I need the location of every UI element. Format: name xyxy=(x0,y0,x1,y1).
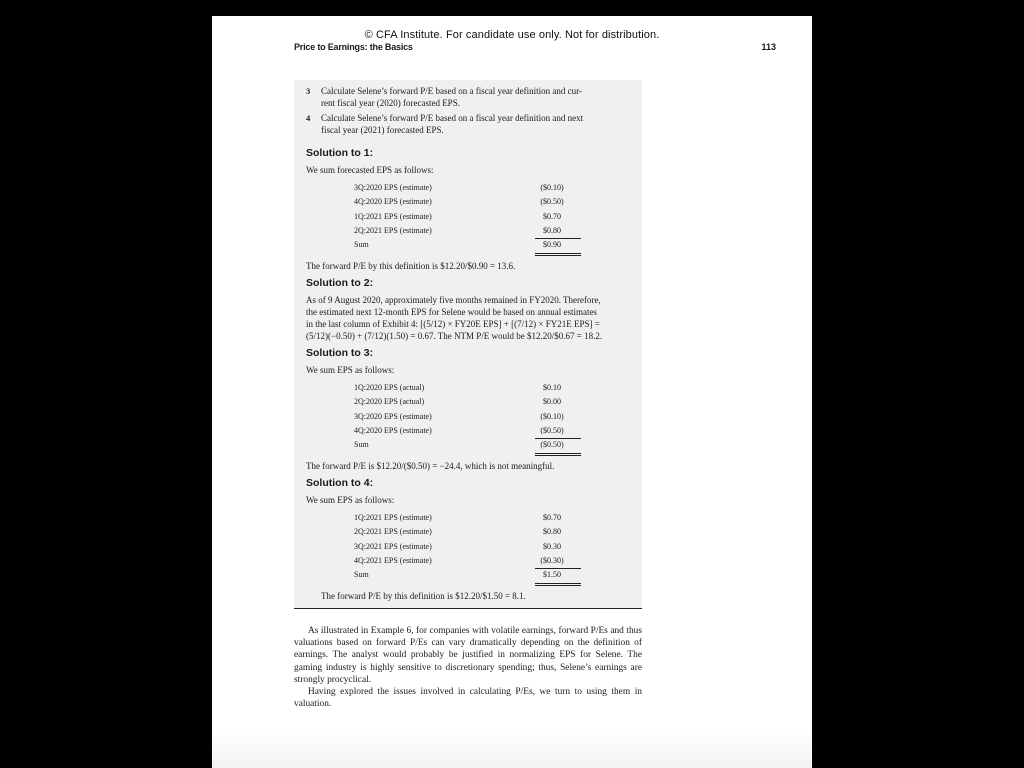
total-double-rule xyxy=(535,453,581,456)
body-paragraph-1: As illustrated in Example 6, for companies with volatile earnings, forward P/Es and thus valuations based on forward P/Es can vary dramatically depending on the definition of earnings. The analyst would probably be justified in normalizing EPS for Selene. The gaming industry is highly sensitive to discretionary spending; thus, Selene’s earnings are strongly procyclical. xyxy=(294,626,642,685)
copyright-notice: © CFA Institute. For candidate use only. Not for distribution. xyxy=(364,29,660,41)
body-text xyxy=(294,625,642,710)
page-bottom-shade xyxy=(212,728,812,768)
example-box-bottom-rule xyxy=(294,608,642,609)
solution-4-heading: Solution to 4: xyxy=(306,477,374,489)
sum-rule xyxy=(535,438,581,439)
solution-1-heading: Solution to 1: xyxy=(306,147,374,159)
solution-2-line-3: in the last column of Exhibit 4: [(5/12) × FY20E EPS] + [(7/12) × FY21E EPS] = xyxy=(306,319,600,329)
table-row: 4Q:2020 EPS (estimate) ($0.50) xyxy=(354,425,564,435)
table-row: 4Q:2021 EPS (estimate) ($0.30) xyxy=(354,555,564,565)
solution-3-intro: We sum EPS as follows: xyxy=(306,365,395,375)
total-double-rule xyxy=(535,583,581,586)
solution-2-line-2: the estimated next 12-month EPS for Selene would be based on annual estimates xyxy=(306,307,597,317)
table-row-sum: Sum $1.50 xyxy=(354,570,561,580)
table-row-sum: Sum ($0.50) xyxy=(354,440,564,450)
solution-3-conclusion: The forward P/E is $12.20/($0.50) = −24.4, which is not meaningful. xyxy=(306,461,555,471)
solution-4-conclusion: The forward P/E by this definition is $12.20/$1.50 = 8.1. xyxy=(321,591,526,601)
table-row: 2Q:2020 EPS (actual) $0.00 xyxy=(354,397,561,407)
solution-4-intro: We sum EPS as follows: xyxy=(306,495,395,505)
question-3-line-2: rent fiscal year (2020) forecasted EPS. xyxy=(321,98,460,108)
document-page xyxy=(212,16,812,768)
table-row: 1Q:2020 EPS (actual) $0.10 xyxy=(354,383,561,392)
total-double-rule xyxy=(535,253,581,256)
table-row: 2Q:2021 EPS (estimate) $0.80 xyxy=(354,225,561,235)
table-row: 1Q:2021 EPS (estimate) $0.70 xyxy=(354,211,561,221)
table-row-sum: Sum $0.90 xyxy=(354,240,561,250)
running-head: Price to Earnings: the Basics xyxy=(294,42,413,52)
table-row: 1Q:2021 EPS (estimate) $0.70 xyxy=(354,513,561,522)
solution-2-line-1: As of 9 August 2020, approximately five months remained in FY2020. Therefore, xyxy=(306,295,601,305)
table-row: 3Q:2020 EPS (estimate) ($0.10) xyxy=(354,183,564,192)
question-4-number: 4 xyxy=(306,113,311,123)
table-row: 3Q:2020 EPS (estimate) ($0.10) xyxy=(354,411,564,421)
question-3-number: 3 xyxy=(306,86,311,96)
page-number: 113 xyxy=(761,42,776,52)
question-3-line-1: Calculate Selene’s forward P/E based on a fiscal year definition and cur- xyxy=(321,86,582,96)
table-row: 3Q:2021 EPS (estimate) $0.30 xyxy=(354,541,561,551)
table-row: 4Q:2020 EPS (estimate) ($0.50) xyxy=(354,197,564,207)
body-paragraph-2: Having explored the issues involved in calculating P/Es, we turn to using them in valuation. xyxy=(294,687,642,710)
solution-3-heading: Solution to 3: xyxy=(306,347,374,359)
sum-rule xyxy=(535,568,581,569)
question-4-line-1: Calculate Selene’s forward P/E based on a fiscal year definition and next xyxy=(321,113,584,123)
question-4-line-2: fiscal year (2021) forecasted EPS. xyxy=(321,125,444,135)
solution-4-table xyxy=(354,513,582,584)
solution-1-conclusion: The forward P/E by this definition is $12.20/$0.90 = 13.6. xyxy=(306,261,516,271)
solution-3-table xyxy=(354,383,582,454)
table-row: 2Q:2021 EPS (estimate) $0.80 xyxy=(354,527,561,537)
solution-1-table xyxy=(354,183,582,254)
solution-2-heading: Solution to 2: xyxy=(306,277,374,289)
sum-rule xyxy=(535,238,581,239)
solution-2-line-4: (5/12)(−0.50) + (7/12)(1.50) = 0.67. The NTM P/E would be $12.20/$0.67 = 18.2. xyxy=(306,331,603,341)
solution-1-intro: We sum forecasted EPS as follows: xyxy=(306,165,434,175)
